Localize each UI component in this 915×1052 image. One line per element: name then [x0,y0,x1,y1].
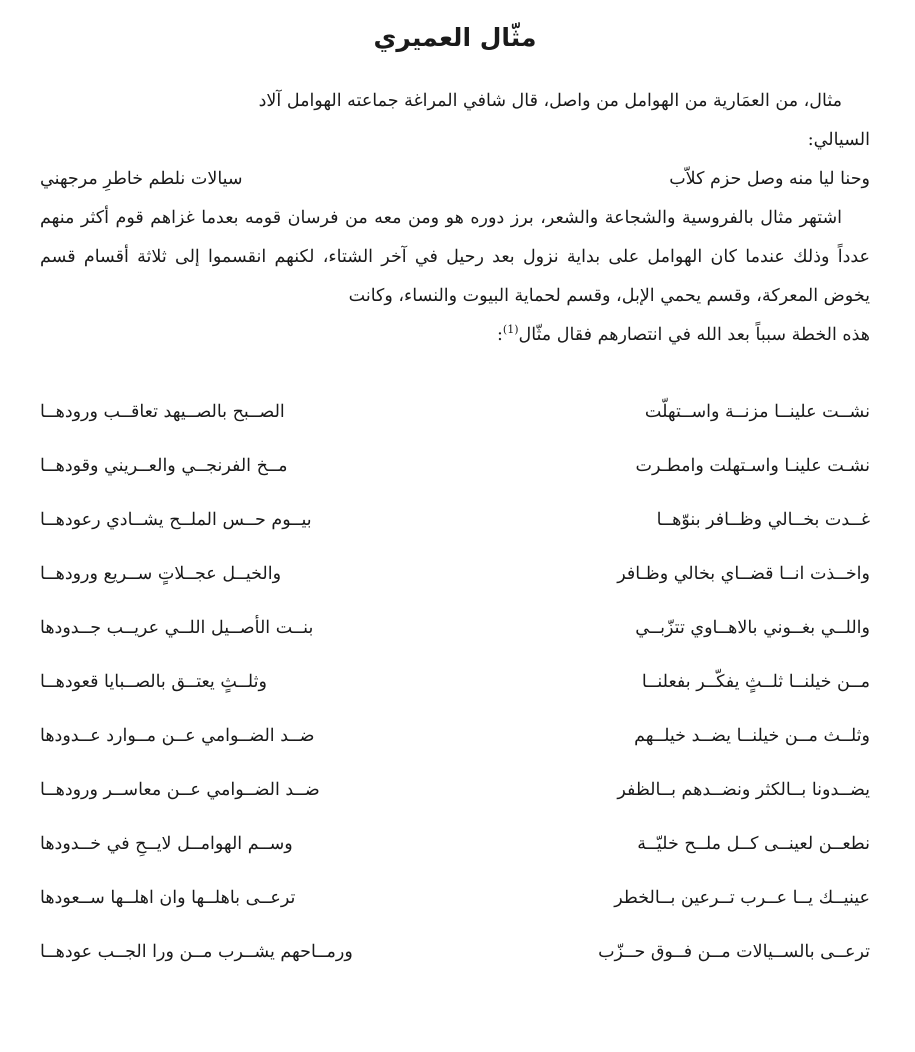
body-paragraph-end-text: هذه الخطة سبباً بعد الله في انتصارهم فقال مثّال [518,325,870,345]
poem-verse [40,925,870,979]
poem-verse [40,871,870,925]
verse-first-hemistich: ترعــى بالســيالات مــن فــوق حــزّب [598,942,870,962]
intro-verse-first-hemistich: وحنا ليا منه وصل حزم كلاّب [669,169,870,189]
body-paragraph-colon: : [496,325,503,345]
verse-second-hemistich: وثلــثٍ يعتــق بالصــبايا قعودهــا [40,672,267,692]
poem-verse [40,763,870,817]
footnote-marker: (1) [502,323,519,337]
verse-first-hemistich: نشــت علينــا مزنــة واســتهلّت [644,402,870,422]
verse-first-hemistich: يضــدونا بــالكثر ونضــدهم بــالظفر [617,780,870,800]
poem-verse [40,385,870,439]
poem-verse [40,439,870,493]
verse-first-hemistich: واللــي بغــوني بالاهــاوي تتزّبــي [635,618,870,638]
intro-line-1: مثال، من العمَارية من الهوامل من واصل، قال شافي المراغة جماعته الهوامل آلاد [258,91,842,111]
intro-line-2: السيالي: [807,130,870,150]
poem-verse [40,655,870,709]
verse-second-hemistich: مــخ الفرنجــي والعــريني وقودهــا [40,456,288,476]
intro-verse [40,160,870,199]
verse-first-hemistich: وثلــث مــن خيلنــا يضــد خيلــهم [634,726,870,746]
verse-second-hemistich: بيــوم حــس الملــح يشــادي رعودهــا [40,510,312,530]
page-title: مثّال العميري [373,23,537,52]
verse-second-hemistich: ورمــاحهم يشــرب مــن ورا الجــب عودهــا [40,942,353,962]
verse-first-hemistich: واخــذت انــا قضــاي بخالي وظـافر [617,564,870,584]
poem [40,385,870,979]
verse-second-hemistich: ترعــى باهلــها وان اهلــها ســعودها [40,888,296,908]
intro-verse-second-hemistich: سيالات نلطم خاطرِ مرجهني [40,169,243,189]
body-paragraph-end [40,316,870,355]
verse-first-hemistich: غــدت بخــالي وظــافر بنوّهــا [656,510,870,530]
verse-first-hemistich: مــن خيلنــا ثلــثٍ يفكّــر بفعلنــا [641,672,870,692]
body-paragraph: اشتهر مثال بالفروسية والشجاعة والشعر، برز دوره هو ومن معه من فرسان قومه بعدما غزاهم قوم أكثر منهم عدداً وذلك عندما كان الهوامل على بداية نزول بعد رحيل في آخر الشتاء، لكنهم انقسموا إلى ثلاثة أقسام قسم يخوض المعركة، وقسم يحمي الإبل، وقسم لحماية البيوت والنساء، وكانت [40,208,870,306]
verse-first-hemistich: نشـت علينـا واسـتهلت وامطـرت [635,456,870,476]
poem-verse [40,601,870,655]
verse-second-hemistich: ضــد الضــوامي عــن معاســر ورودهــا [40,780,320,800]
verse-second-hemistich: ضــد الضــوامي عــن مــوارد عــدودها [40,726,315,746]
poem-verse [40,817,870,871]
verse-second-hemistich: وســم الهوامــل لايــحِ في خــدودها [40,834,293,854]
poem-verse [40,493,870,547]
poem-verse [40,709,870,763]
verse-second-hemistich: والخيــل عجــلاتٍ ســريع ورودهــا [40,564,282,584]
verse-first-hemistich: نطعــن لعينــى كــل ملــح خليّــة [637,834,870,854]
verse-second-hemistich: الصــبح بالصــيهد تعاقــب ورودهــا [40,402,285,422]
poem-verse [40,547,870,601]
verse-second-hemistich: بنــت الأصــيل اللــي عريــب جــدودها [40,618,314,638]
verse-first-hemistich: عينيــك يــا عــرب تــرعين بــالخطر [614,888,870,908]
